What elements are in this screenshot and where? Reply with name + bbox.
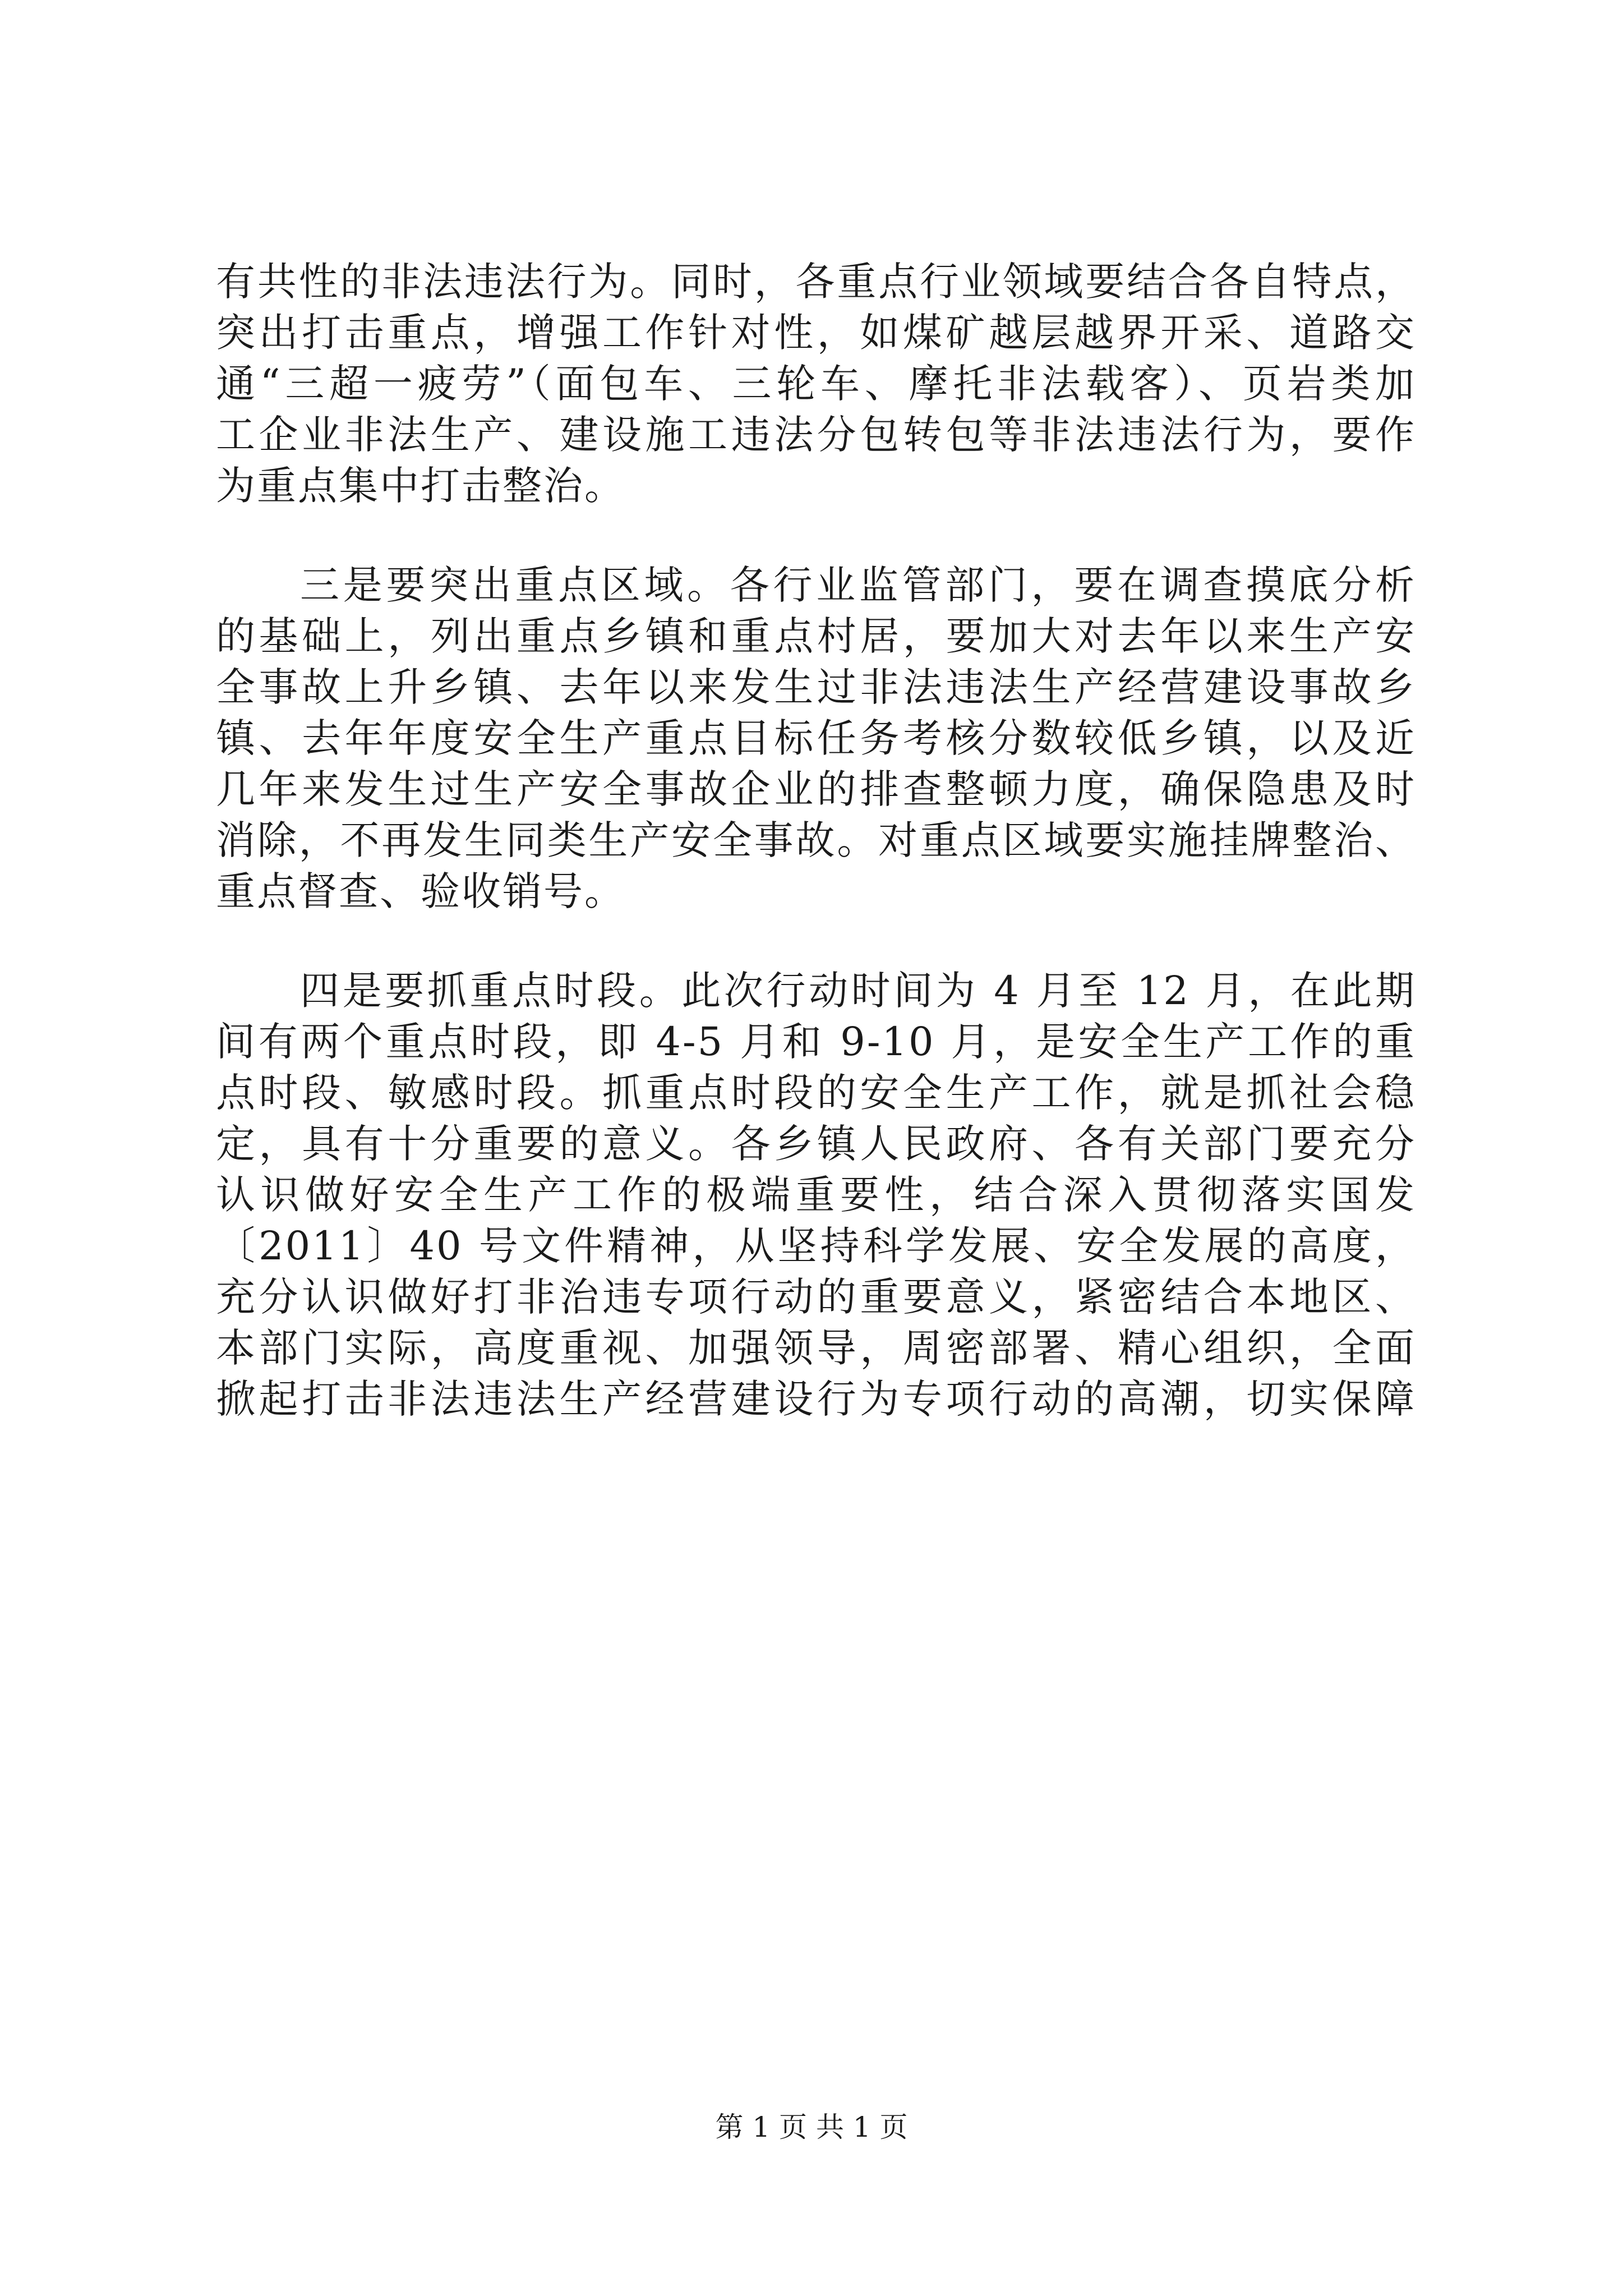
text-line: 充分认识做好打非治违专项行动的重要意义，紧密结合本地区、 [216,1274,1416,1320]
paragraph-1 [216,256,1416,512]
text-line: 三是要突出重点区域。各行业监管部门，要在调查摸底分析 [300,562,1416,608]
text-line: 工企业非法生产、建设施工违法分包转包等非法违法行为，要作 [216,412,1416,458]
text-line: 消除，不再发生同类生产安全事故。对重点区域要实施挂牌整治、 [216,817,1416,863]
text-line: 为重点集中打击整治。 [216,463,625,509]
text-line: 镇、去年年度安全生产重点目标任务考核分数较低乡镇，以及近 [216,715,1416,761]
text-line: 认识做好安全生产工作的极端重要性，结合深入贯彻落实国发 [216,1172,1416,1218]
text-line: 通“三超一疲劳”（面包车、三轮车、摩托非法载客）、页岩类加 [216,361,1416,407]
paragraph-3 [216,965,1416,1425]
page-footer [0,2110,1623,2144]
page-number-label: 第 1 页 共 1 页 [715,2111,908,2143]
text-line: 点时段、敏感时段。抓重点时段的安全生产工作，就是抓社会稳 [216,1070,1416,1116]
text-line: 本部门实际，高度重视、加强领导，周密部署、精心组织，全面 [216,1325,1416,1371]
text-line: 掀起打击非法违法生产经营建设行为专项行动的高潮，切实保障 [216,1376,1416,1422]
text-line: 有共性的非法违法行为。同时，各重点行业领域要结合各自特点， [216,259,1416,305]
paragraph-2 [216,560,1416,917]
text-line: 四是要抓重点时段。此次行动时间为 4 月至 12 月，在此期 [300,968,1416,1014]
paragraph-gap [216,512,1416,560]
text-line: 几年来发生过生产安全事故企业的排查整顿力度，确保隐患及时 [216,766,1416,812]
text-line: 间有两个重点时段，即 4-5 月和 9-10 月，是安全生产工作的重 [216,1019,1416,1065]
text-line: 突出打击重点，增强工作针对性，如煤矿越层越界开采、道路交 [216,310,1416,356]
text-line: 〔2011〕40 号文件精神，从坚持科学发展、安全发展的高度， [216,1223,1416,1269]
text-line: 重点督查、验收销号。 [216,868,625,914]
text-line: 全事故上升乡镇、去年以来发生过非法违法生产经营建设事故乡 [216,664,1416,710]
text-line: 定，具有十分重要的意义。各乡镇人民政府、各有关部门要充分 [216,1121,1416,1167]
paragraph-gap [216,917,1416,965]
document-body [216,256,1416,1425]
text-line: 的基础上，列出重点乡镇和重点村居，要加大对去年以来生产安 [216,613,1416,659]
